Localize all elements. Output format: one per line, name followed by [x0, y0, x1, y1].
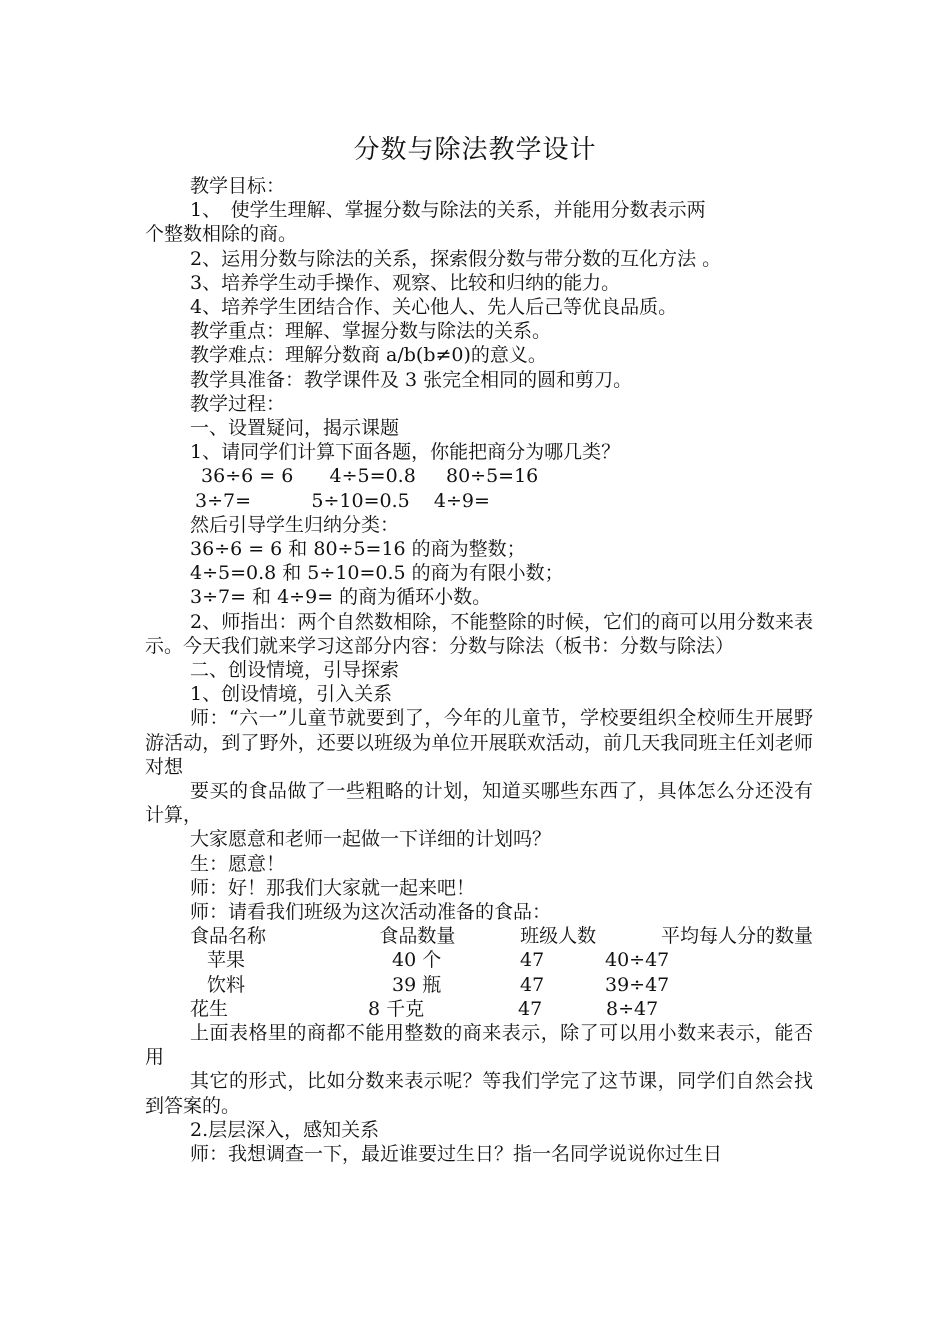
food-table-row	[145, 997, 813, 1021]
goal-4: 4、培养学生团结合作、关心他人、先人后己等优良品质。	[190, 296, 678, 319]
teacher-line-3: 师：请看我们班级为这次活动准备的食品：	[190, 901, 552, 924]
header-food-quantity: 食品数量	[379, 925, 456, 948]
document-body	[145, 174, 813, 1166]
cell-food-name: 饮料	[207, 973, 246, 996]
teacher-line-4: 师：我想调查一下，最近谁要过生日？指一名同学说说你过生日	[190, 1143, 723, 1166]
cell-food-name: 苹果	[207, 949, 246, 972]
classify-integer: 36÷6 = 6 和 80÷5=16 的商为整数；	[190, 538, 526, 561]
goals-heading: 教学目标：	[190, 175, 286, 197]
paragraph-table-note: 上面表格里的商都不能用整数的商来表示，除了可以用小数来表示，能否用	[145, 1022, 813, 1069]
section-2-heading: 二、创设情境，引导探索	[190, 659, 400, 682]
goal-1-line-1: 1、 使学生理解、掌握分数与除法的关系，并能用分数表示两	[190, 199, 706, 222]
paragraph-other-forms: 其它的形式，比如分数来表示呢？等我们学完了这节课，同学们自然会找到答案的。	[145, 1070, 813, 1117]
cell-food-quantity: 8 千克	[368, 997, 425, 1020]
cell-per-person: 39÷47	[605, 973, 670, 996]
food-table-row	[145, 973, 813, 997]
header-food-name: 食品名称	[190, 925, 267, 948]
key-point: 教学重点：理解、掌握分数与除法的关系。	[190, 320, 552, 343]
section-1-item-1: 1、请同学们计算下面各题，你能把商分为哪几类？	[190, 441, 621, 464]
goal-2: 2、运用分数与除法的关系，探索假分数与带分数的互化方法 。	[190, 247, 722, 270]
goal-3: 3、培养学生动手操作、观察、比较和归纳的能力。	[190, 271, 621, 294]
section-1-heading: 一、设置疑问，揭示课题	[190, 417, 400, 440]
calc-line-2: 3÷7= 5÷10=0.5 4÷9=	[195, 489, 490, 512]
food-table-row	[145, 948, 813, 972]
header-class-size: 班级人数	[520, 925, 597, 948]
cell-food-quantity: 39 瓶	[392, 973, 442, 996]
cell-class-size: 47	[520, 973, 545, 996]
food-table-header	[145, 924, 813, 948]
cell-per-person: 40÷47	[605, 949, 670, 972]
calc-line-1: 36÷6 = 6 4÷5=0.8 80÷5=16	[195, 465, 539, 488]
classify-finite-decimal: 4÷5=0.8 和 5÷10=0.5 的商为有限小数；	[190, 562, 564, 585]
cell-class-size: 47	[518, 997, 543, 1020]
section-1-item-2: 2、师指出：两个自然数相除，不能整除的时候，它们的商可以用分数来表示。今天我们就来学习这部分内容：分数与除法（板书：分数与除法）	[145, 610, 813, 657]
cell-per-person: 8÷47	[606, 997, 659, 1020]
cell-class-size: 47	[520, 949, 545, 972]
paragraph-food-plan: 要买的食品做了一些粗略的计划，知道买哪些东西了，具体怎么分还没有计算，	[145, 780, 813, 827]
student-line-1: 生：愿意！	[190, 852, 286, 875]
section-2-item-2: 2.层层深入，感知关系	[190, 1118, 380, 1141]
document-title: 分数与除法教学设计	[353, 135, 597, 165]
cell-food-name: 花生	[190, 997, 229, 1020]
section-2-item-1: 1、创设情境，引入关系	[190, 683, 393, 706]
classify-repeating-decimal: 3÷7= 和 4÷9= 的商为循环小数。	[190, 586, 492, 609]
materials: 教学具准备：教学课件及 3 张完全相同的圆和剪刀。	[190, 368, 633, 391]
header-per-person: 平均每人分的数量	[660, 925, 813, 948]
teacher-line-2: 师：好！那我们大家就一起来吧！	[190, 876, 476, 899]
teacher-line-1: 师：“六一”儿童节就要到了，今年的儿童节，学校要组织全校师生开展野游活动，到了野外，还要以班级为单位开展联欢活动，前几天我同班主任刘老师对想	[145, 707, 813, 778]
cell-food-quantity: 40 个	[392, 949, 442, 972]
classify-intro: 然后引导学生归纳分类：	[190, 513, 400, 536]
difficulty: 教学难点：理解分数商 a/b(b≠0)的意义。	[190, 344, 547, 367]
process-heading: 教学过程：	[190, 392, 286, 415]
goal-1-line-2: 个整数相除的商。	[145, 223, 298, 246]
paragraph-willing: 大家愿意和老师一起做一下详细的计划吗？	[190, 828, 552, 851]
